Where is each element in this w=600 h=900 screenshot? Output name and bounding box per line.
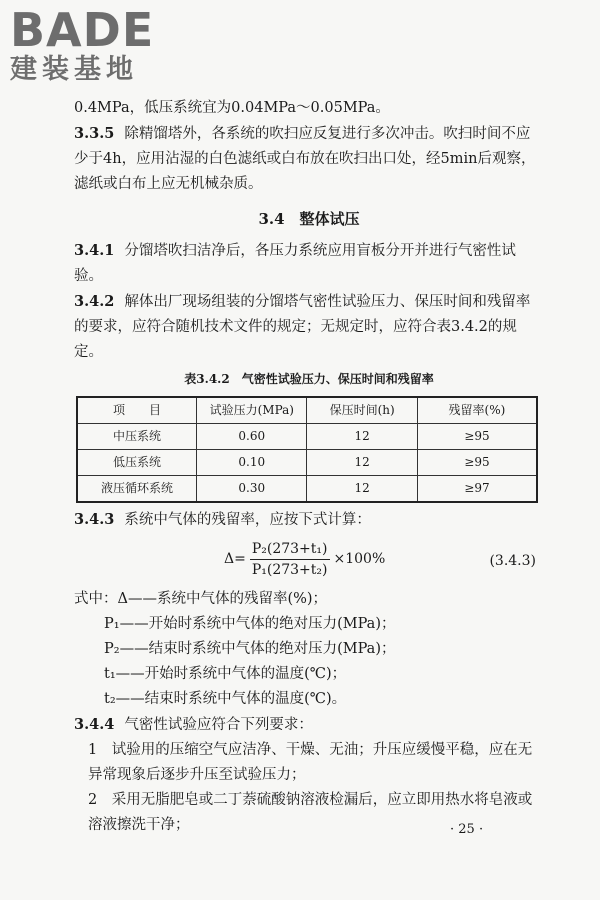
table-cell: 12 — [307, 450, 417, 476]
table-caption: 表3.4.2 气密性试验压力、保压时间和残留率 — [184, 372, 434, 386]
page-number: · 25 · — [450, 822, 484, 837]
equation-number: (3.4.3) — [489, 553, 536, 569]
formula-fraction — [250, 539, 330, 580]
clause-3-4-4 — [74, 712, 544, 738]
clause-number: 3.4.3 — [74, 511, 115, 528]
clause-text: 系统中气体的残留率，应按下式计算： — [124, 512, 371, 528]
table-cell: 中压系统 — [77, 424, 197, 450]
clause-3-4-2 — [74, 289, 544, 365]
clause-number: 3.4.1 — [74, 242, 115, 259]
clause-text: 除精馏塔外，各系统的吹扫应反复进行多次冲击。吹扫时间不应少于4h，应用沾湿的白色滤纸或白布放在吹扫出口处，经5min后观察，滤纸或白布上应无机械杂质。 — [74, 126, 536, 192]
clause-text: 分馏塔吹扫洁净后，各压力系统应用盲板分开并进行气密性试验。 — [74, 243, 516, 284]
definition-line: P₂——结束时系统中气体的绝对压力(MPa)； — [104, 641, 396, 657]
formula-block — [74, 535, 544, 587]
page-content — [74, 96, 544, 838]
list-item: 1 试验用的压缩空气应洁净、干燥、无油；升压应缓慢平稳，应在无异常现象后逐步升压至试验压力； — [88, 742, 533, 783]
clause-3-4-1 — [74, 238, 544, 289]
clause-number: 3.4.4 — [74, 716, 115, 733]
clause-text: 解体出厂现场组装的分馏塔气密性试验压力、保压时间和残留率的要求，应符合随机技术文件的规定；无规定时，应符合表3.4.2的规定。 — [74, 294, 531, 360]
table-cell: ≥95 — [417, 424, 537, 450]
table-cell: 液压循环系统 — [77, 476, 197, 503]
clause-3-4-3 — [74, 507, 544, 533]
table-row — [77, 450, 537, 476]
table-cell: 12 — [307, 424, 417, 450]
table-header-cell: 项 目 — [77, 397, 197, 424]
table-row — [77, 424, 537, 450]
definition-line: 式中：Δ——系统中气体的残留率(%)； — [74, 591, 328, 607]
table-header-cell: 残留率(%) — [417, 397, 537, 424]
pressure-table — [76, 396, 538, 503]
clause-number: 3.4.2 — [74, 293, 115, 310]
formula-numerator: P₂(273+t₁) — [250, 539, 330, 560]
text-line: 0.4MPa，低压系统宜为0.04MPa～0.05MPa。 — [74, 100, 390, 116]
formula-rhs: ×100% — [333, 551, 386, 567]
table-cell: 0.30 — [197, 476, 307, 503]
clause-number: 3.3.5 — [74, 125, 115, 142]
table-header-cell: 保压时间(h) — [307, 397, 417, 424]
table-cell: 低压系统 — [77, 450, 197, 476]
formula-lhs: Δ= — [224, 551, 246, 567]
logo — [10, 3, 180, 86]
table-header-row — [77, 397, 537, 424]
definition-line: t₂——结束时系统中气体的温度(℃)。 — [104, 691, 347, 707]
logo-brand: BADE — [10, 3, 155, 57]
table-cell: 0.60 — [197, 424, 307, 450]
table-cell: 12 — [307, 476, 417, 503]
table-header-cell: 试验压力(MPa) — [197, 397, 307, 424]
definition-line: P₁——开始时系统中气体的绝对压力(MPa)； — [104, 616, 396, 632]
formula-denominator: P₁(273+t₂) — [251, 562, 328, 578]
list-item: 2 采用无脂肥皂或二丁萘硫酸钠溶液检漏后，应立即用热水将皂液或溶液擦洗干净； — [88, 792, 533, 833]
table-row — [77, 476, 537, 503]
formula — [224, 539, 385, 580]
definition-line: t₁——开始时系统中气体的温度(℃)； — [104, 666, 347, 682]
table-cell: 0.10 — [197, 450, 307, 476]
section-title: 3.4 整体试压 — [258, 210, 360, 228]
clause-3-3-5 — [74, 121, 544, 197]
table-cell: ≥95 — [417, 450, 537, 476]
table-cell: ≥97 — [417, 476, 537, 503]
logo-subtitle: 建装基地 — [10, 54, 138, 85]
clause-text: 气密性试验应符合下列要求： — [124, 717, 313, 733]
